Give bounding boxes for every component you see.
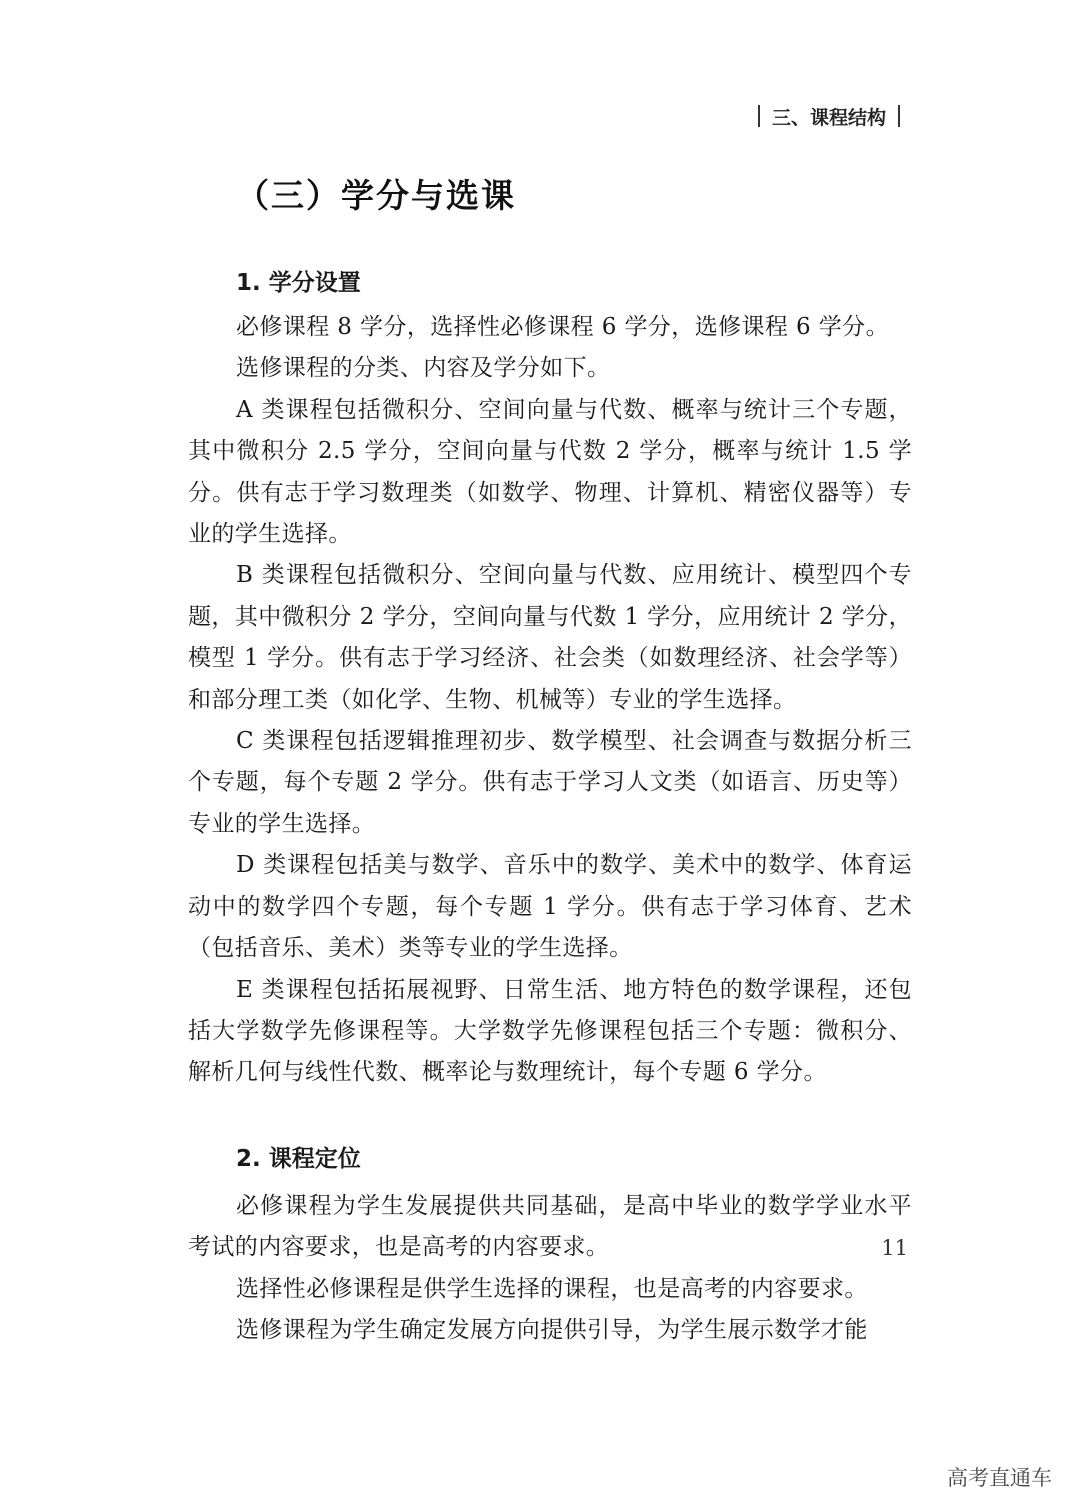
page-number: 11 — [881, 1236, 908, 1260]
chapter-title: 三、课程结构 — [771, 106, 886, 129]
credits-heading: 1. 学分设置 — [236, 270, 361, 296]
paragraph: C 类课程包括逻辑推理初步、数学模型、社会调查与数据分析三个专题，每个专题 2 学分。供有志于学习人文类（如语言、历史等）专业的学生选择。 — [188, 728, 912, 837]
positioning-heading: 2. 课程定位 — [236, 1146, 361, 1172]
header-divider-left — [758, 105, 760, 127]
paragraph: 选修课程为学生确定发展方向提供引导，为学生展示数学才能 — [236, 1317, 868, 1344]
watermark-text: 高考直通车 — [947, 1466, 1052, 1490]
credits-body — [188, 307, 912, 1094]
paragraph: 选修课程的分类、内容及学分如下。 — [236, 355, 611, 382]
header-divider-right — [898, 105, 900, 127]
paragraph: D 类课程包括美与数学、音乐中的数学、美术中的数学、体育运动中的数学四个专题，每个专题 1 学分。供有志于学习体育、艺术（包括音乐、美术）类等专业的学生选择。 — [188, 852, 912, 962]
paragraph: 必修课程 8 学分，选择性必修课程 6 学分，选修课程 6 学分。 — [236, 314, 889, 340]
paragraph: A 类课程包括微积分、空间向量与代数、概率与统计三个专题，其中微积分 2.5 学分，空间向量与代数 2 学分，概率与统计 1.5 学分。供有志于学习数理类（如数学、物理、计算机、精密仪器等）专业的学生选择。 — [188, 396, 912, 548]
paragraph: 选择性必修课程是供学生选择的课程，也是高考的内容要求。 — [236, 1275, 868, 1302]
paragraph: E 类课程包括拓展视野、日常生活、地方特色的数学课程，还包括大学数学先修课程等。大学数学先修课程包括三个专题：微积分、解析几何与线性代数、概率论与数理统计，每个专题 6 学分。 — [188, 976, 912, 1086]
running-header — [746, 100, 912, 132]
positioning-body — [188, 1186, 912, 1352]
section-title: （三）学分与选课 — [236, 176, 516, 215]
paragraph: 必修课程为学生发展提供共同基础，是高中毕业的数学学业水平考试的内容要求，也是高考的内容要求。 — [188, 1193, 912, 1261]
paragraph: B 类课程包括微积分、空间向量与代数、应用统计、模型四个专题，其中微积分 2 学分，空间向量与代数 1 学分，应用统计 2 学分，模型 1 学分。供有志于学习经济、社会类（如数理经济、社会学等）和部分理工类（如化学、生物、机械等）专业的学生选择。 — [188, 562, 912, 713]
